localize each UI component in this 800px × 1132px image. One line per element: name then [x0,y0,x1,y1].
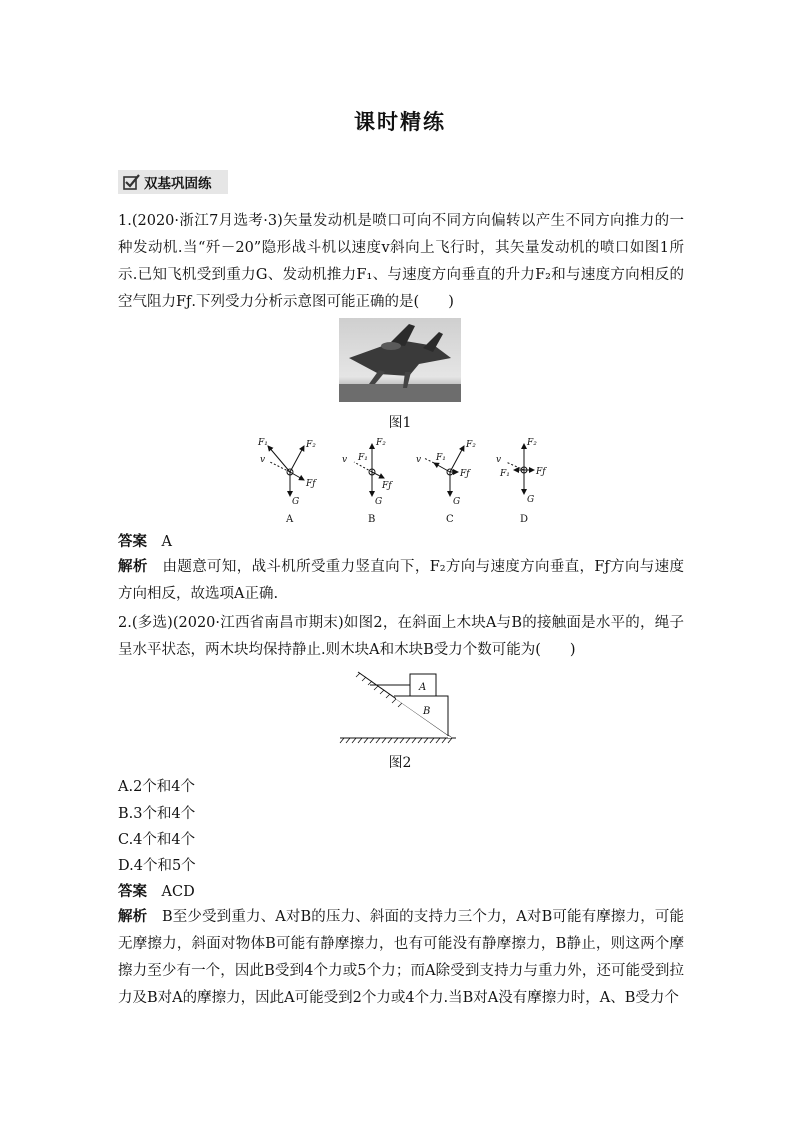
checkbox-check-icon [122,173,140,191]
option-b-label: B [368,514,376,525]
answer-label: 答案 [118,534,147,550]
q1-answer [118,532,172,552]
question-2 [118,610,684,664]
analysis-label: 解析 [118,909,148,925]
question-1-text: (2020·浙江7月选考·3)矢量发动机是喷口可向不同方向偏转以产生不同方向推力的一种发动机.当“歼－20”隐形战斗机以速度v斜向上飞行时，其矢量发动机的喷口如图1所示.已知飞机受到重力G、发动机推力F₁、与速度方向垂直的升力F₂和与速度方向相反的空气阻力Fƒ.下列受力分析示意图可能正确的是( ) [118,213,684,310]
block-b-label: B [423,706,431,717]
page-title: 课时精练 [354,110,446,134]
label-f2: F₂ [466,440,476,450]
figure-1-caption: 图1 [388,415,412,431]
label-g: G [527,495,535,505]
incline-diagram [338,668,464,744]
label-ff: Fƒ [460,469,470,479]
figure-2-caption: 图2 [388,755,412,771]
analysis-text: B至少受到重力、A对B的压力、斜面的支持力三个力，A对B可能有摩擦力，可能无摩擦力，斜面对物体B可能有静摩擦力，也有可能没有静摩擦力，B静止，则这两个摩擦力至少有一个，因此B受到4个力或5个力；而A除受到支持力与重力外，还可能受到拉力及B对A的摩擦力，因此A可能受到2个力或4个力.当B对A没有摩擦力时，A、B受力个 [118,909,685,1006]
label-ff: Fƒ [536,467,546,477]
option-d-label: D [520,514,529,525]
label-f2: F₂ [527,438,537,448]
label-v: v [260,455,266,465]
section-label: 双基巩固练 [144,176,212,192]
diagram-a [257,438,317,507]
label-f2: F₂ [306,440,316,450]
answer-label: 答案 [118,884,147,900]
label-v: v [342,455,348,465]
q1-analysis [118,554,684,608]
label-f2: F₂ [376,438,386,448]
q2-answer [118,882,195,902]
question-2-number: 2. [118,615,132,631]
answer-value: A [161,534,172,550]
label-g: G [375,497,383,507]
choice-b: B.3个和4个 [118,806,196,822]
question-1 [118,208,684,316]
diagram-b [342,438,393,507]
option-a-label: A [286,514,294,525]
section-header [118,170,228,194]
label-f1: F₁ [436,453,446,463]
option-c-label: C [446,514,454,525]
label-ff: Fƒ [306,479,316,489]
label-v: v [496,455,502,465]
diagram-d [496,438,547,505]
label-f1: F₁ [358,453,368,463]
label-g: G [453,497,461,507]
block-a-label: A [419,682,427,693]
label-f1: F₁ [258,438,268,448]
answer-value: ACD [161,884,195,900]
question-1-number: 1. [118,213,132,229]
label-v: v [416,455,422,465]
fighter-jet-photo [339,318,461,402]
choice-d: D.4个和5个 [118,858,196,874]
force-diagrams [244,432,564,530]
choice-a: A.2个和4个 [118,779,196,795]
choice-c: C.4个和4个 [118,832,196,848]
question-2-text: (多选)(2020·江西省南昌市期末)如图2，在斜面上木块A与B的接触面是水平的，绳子呈水平状态，两木块均保持静止.则木块A和木块B受力个数可能为( ) [118,615,684,658]
q2-analysis [118,904,684,1012]
label-ff: Fƒ [382,481,392,491]
diagram-c [416,440,476,507]
label-f1: F₁ [500,469,510,479]
label-g: G [292,497,300,507]
analysis-text: 由题意可知，战斗机所受重力竖直向下，F₂方向与速度方向垂直，Fƒ方向与速度方向相反，故选项A正确. [118,559,684,602]
analysis-label: 解析 [118,559,148,575]
